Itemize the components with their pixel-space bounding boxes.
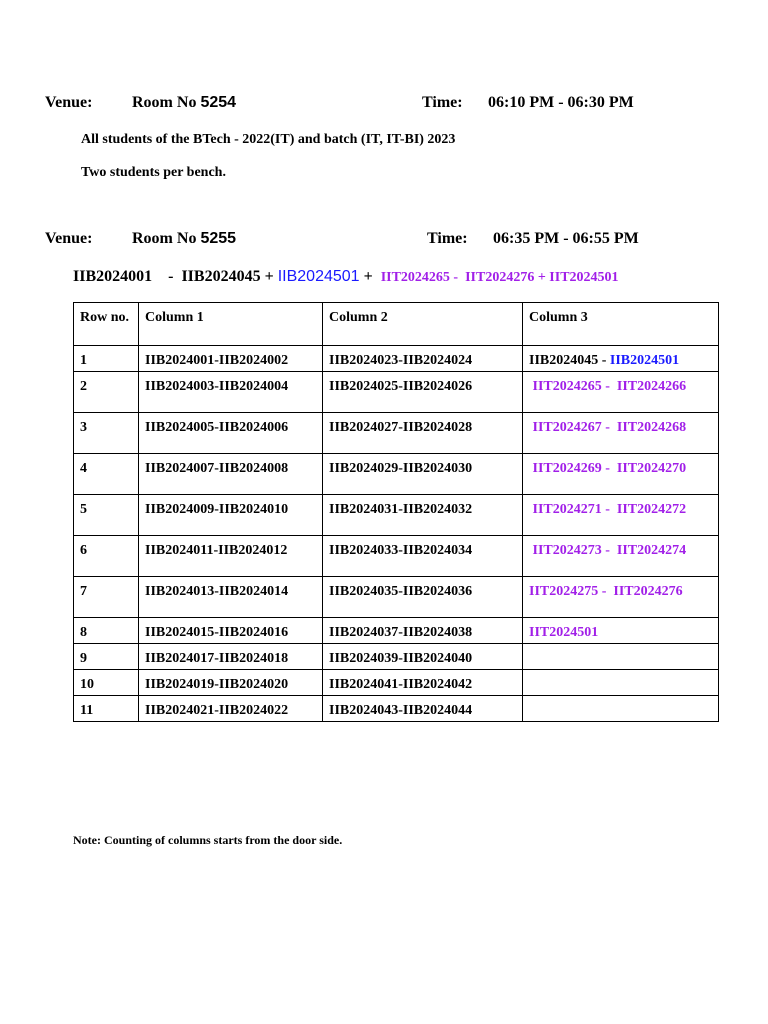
column-2-cell: IIB2024041-IIB2024042 — [323, 670, 523, 696]
column-3-cell: IIT2024271 - IIT2024272 — [523, 495, 719, 536]
header-row-no: Row no. — [74, 303, 139, 346]
time-value-2: 06:35 PM - 06:55 PM — [493, 230, 639, 247]
roll-range-iib: IIB2024001 - IIB2024045 + — [73, 268, 278, 285]
column-2-cell: IIB2024035-IIB2024036 — [323, 577, 523, 618]
students-line: All students of the BTech - 2022(IT) and batch (IT, IT-BI) 2023 — [81, 132, 456, 147]
room-2 — [132, 230, 236, 248]
column-3-cell — [523, 696, 719, 722]
table-row — [74, 372, 719, 413]
table-row — [74, 413, 719, 454]
table-row — [74, 577, 719, 618]
column-3-cell: IIT2024269 - IIT2024270 — [523, 454, 719, 495]
column-2-cell: IIB2024025-IIB2024026 — [323, 372, 523, 413]
column-2-cell: IIB2024029-IIB2024030 — [323, 454, 523, 495]
room-prefix-2: Room No — [132, 230, 197, 247]
column-3-cell: IIT2024273 - IIT2024274 — [523, 536, 719, 577]
column-2-cell: IIB2024043-IIB2024044 — [323, 696, 523, 722]
row-number: 3 — [74, 413, 139, 454]
column-3-cell — [523, 670, 719, 696]
row-number: 8 — [74, 618, 139, 644]
column-3-cell: IIT2024265 - IIT2024266 — [523, 372, 719, 413]
row-number: 10 — [74, 670, 139, 696]
row-number: 6 — [74, 536, 139, 577]
column-1-cell: IIB2024005-IIB2024006 — [139, 413, 323, 454]
column-2-cell: IIB2024031-IIB2024032 — [323, 495, 523, 536]
column-1-cell: IIB2024013-IIB2024014 — [139, 577, 323, 618]
column-1-cell: IIB2024017-IIB2024018 — [139, 644, 323, 670]
column-3-cell — [523, 346, 719, 372]
footer-note: Note: Counting of columns starts from the door side. — [73, 833, 343, 847]
header-column-1: Column 1 — [139, 303, 323, 346]
table-row — [74, 454, 719, 495]
room-1 — [132, 94, 236, 112]
roll-range-iit: IIT2024265 - IIT2024276 + IIT2024501 — [380, 270, 619, 285]
row-number: 9 — [74, 644, 139, 670]
time-label-1: Time: — [422, 94, 463, 111]
time-value-1: 06:10 PM - 06:30 PM — [488, 94, 634, 111]
column-3-cell: IIT2024267 - IIT2024268 — [523, 413, 719, 454]
room-prefix-1: Room No — [132, 94, 197, 111]
column-2-cell: IIB2024027-IIB2024028 — [323, 413, 523, 454]
table-header-row — [74, 303, 719, 346]
row-number: 4 — [74, 454, 139, 495]
header-column-2: Column 2 — [323, 303, 523, 346]
room-number-1: 5254 — [200, 94, 237, 111]
column-1-cell: IIB2024021-IIB2024022 — [139, 696, 323, 722]
column-3-cell — [523, 644, 719, 670]
column-1-cell: IIB2024009-IIB2024010 — [139, 495, 323, 536]
row-number: 2 — [74, 372, 139, 413]
column-2-cell: IIB2024037-IIB2024038 — [323, 618, 523, 644]
column-3-cell: IIT2024501 — [523, 618, 719, 644]
row-number: 11 — [74, 696, 139, 722]
table-row — [74, 346, 719, 372]
row-number: 5 — [74, 495, 139, 536]
table-row — [74, 696, 719, 722]
column-2-cell: IIB2024023-IIB2024024 — [323, 346, 523, 372]
column-1-cell: IIB2024019-IIB2024020 — [139, 670, 323, 696]
column-1-cell: IIB2024015-IIB2024016 — [139, 618, 323, 644]
row-number: 7 — [74, 577, 139, 618]
table-row — [74, 670, 719, 696]
table-row — [74, 618, 719, 644]
venue-label-1: Venue: — [45, 94, 93, 111]
table-row — [74, 495, 719, 536]
roll-range-blue: IIB2024501 — [277, 268, 360, 285]
column-3-part-b: IIB2024501 — [609, 353, 680, 368]
table-row — [74, 536, 719, 577]
table-row — [74, 644, 719, 670]
column-3-cell: IIT2024275 - IIT2024276 — [523, 577, 719, 618]
bench-line: Two students per bench. — [81, 165, 226, 180]
seating-table — [73, 302, 719, 722]
column-2-cell: IIB2024033-IIB2024034 — [323, 536, 523, 577]
venue-label-2: Venue: — [45, 230, 93, 247]
column-3-part-a: IIB2024045 - — [529, 353, 610, 368]
column-1-cell: IIB2024011-IIB2024012 — [139, 536, 323, 577]
column-2-cell: IIB2024039-IIB2024040 — [323, 644, 523, 670]
column-1-cell: IIB2024001-IIB2024002 — [139, 346, 323, 372]
column-1-cell: IIB2024003-IIB2024004 — [139, 372, 323, 413]
time-label-2: Time: — [427, 230, 468, 247]
roll-range-plus: + — [359, 268, 381, 285]
header-column-3: Column 3 — [523, 303, 719, 346]
roll-range — [73, 268, 619, 286]
room-number-2: 5255 — [200, 230, 237, 247]
row-number: 1 — [74, 346, 139, 372]
column-1-cell: IIB2024007-IIB2024008 — [139, 454, 323, 495]
